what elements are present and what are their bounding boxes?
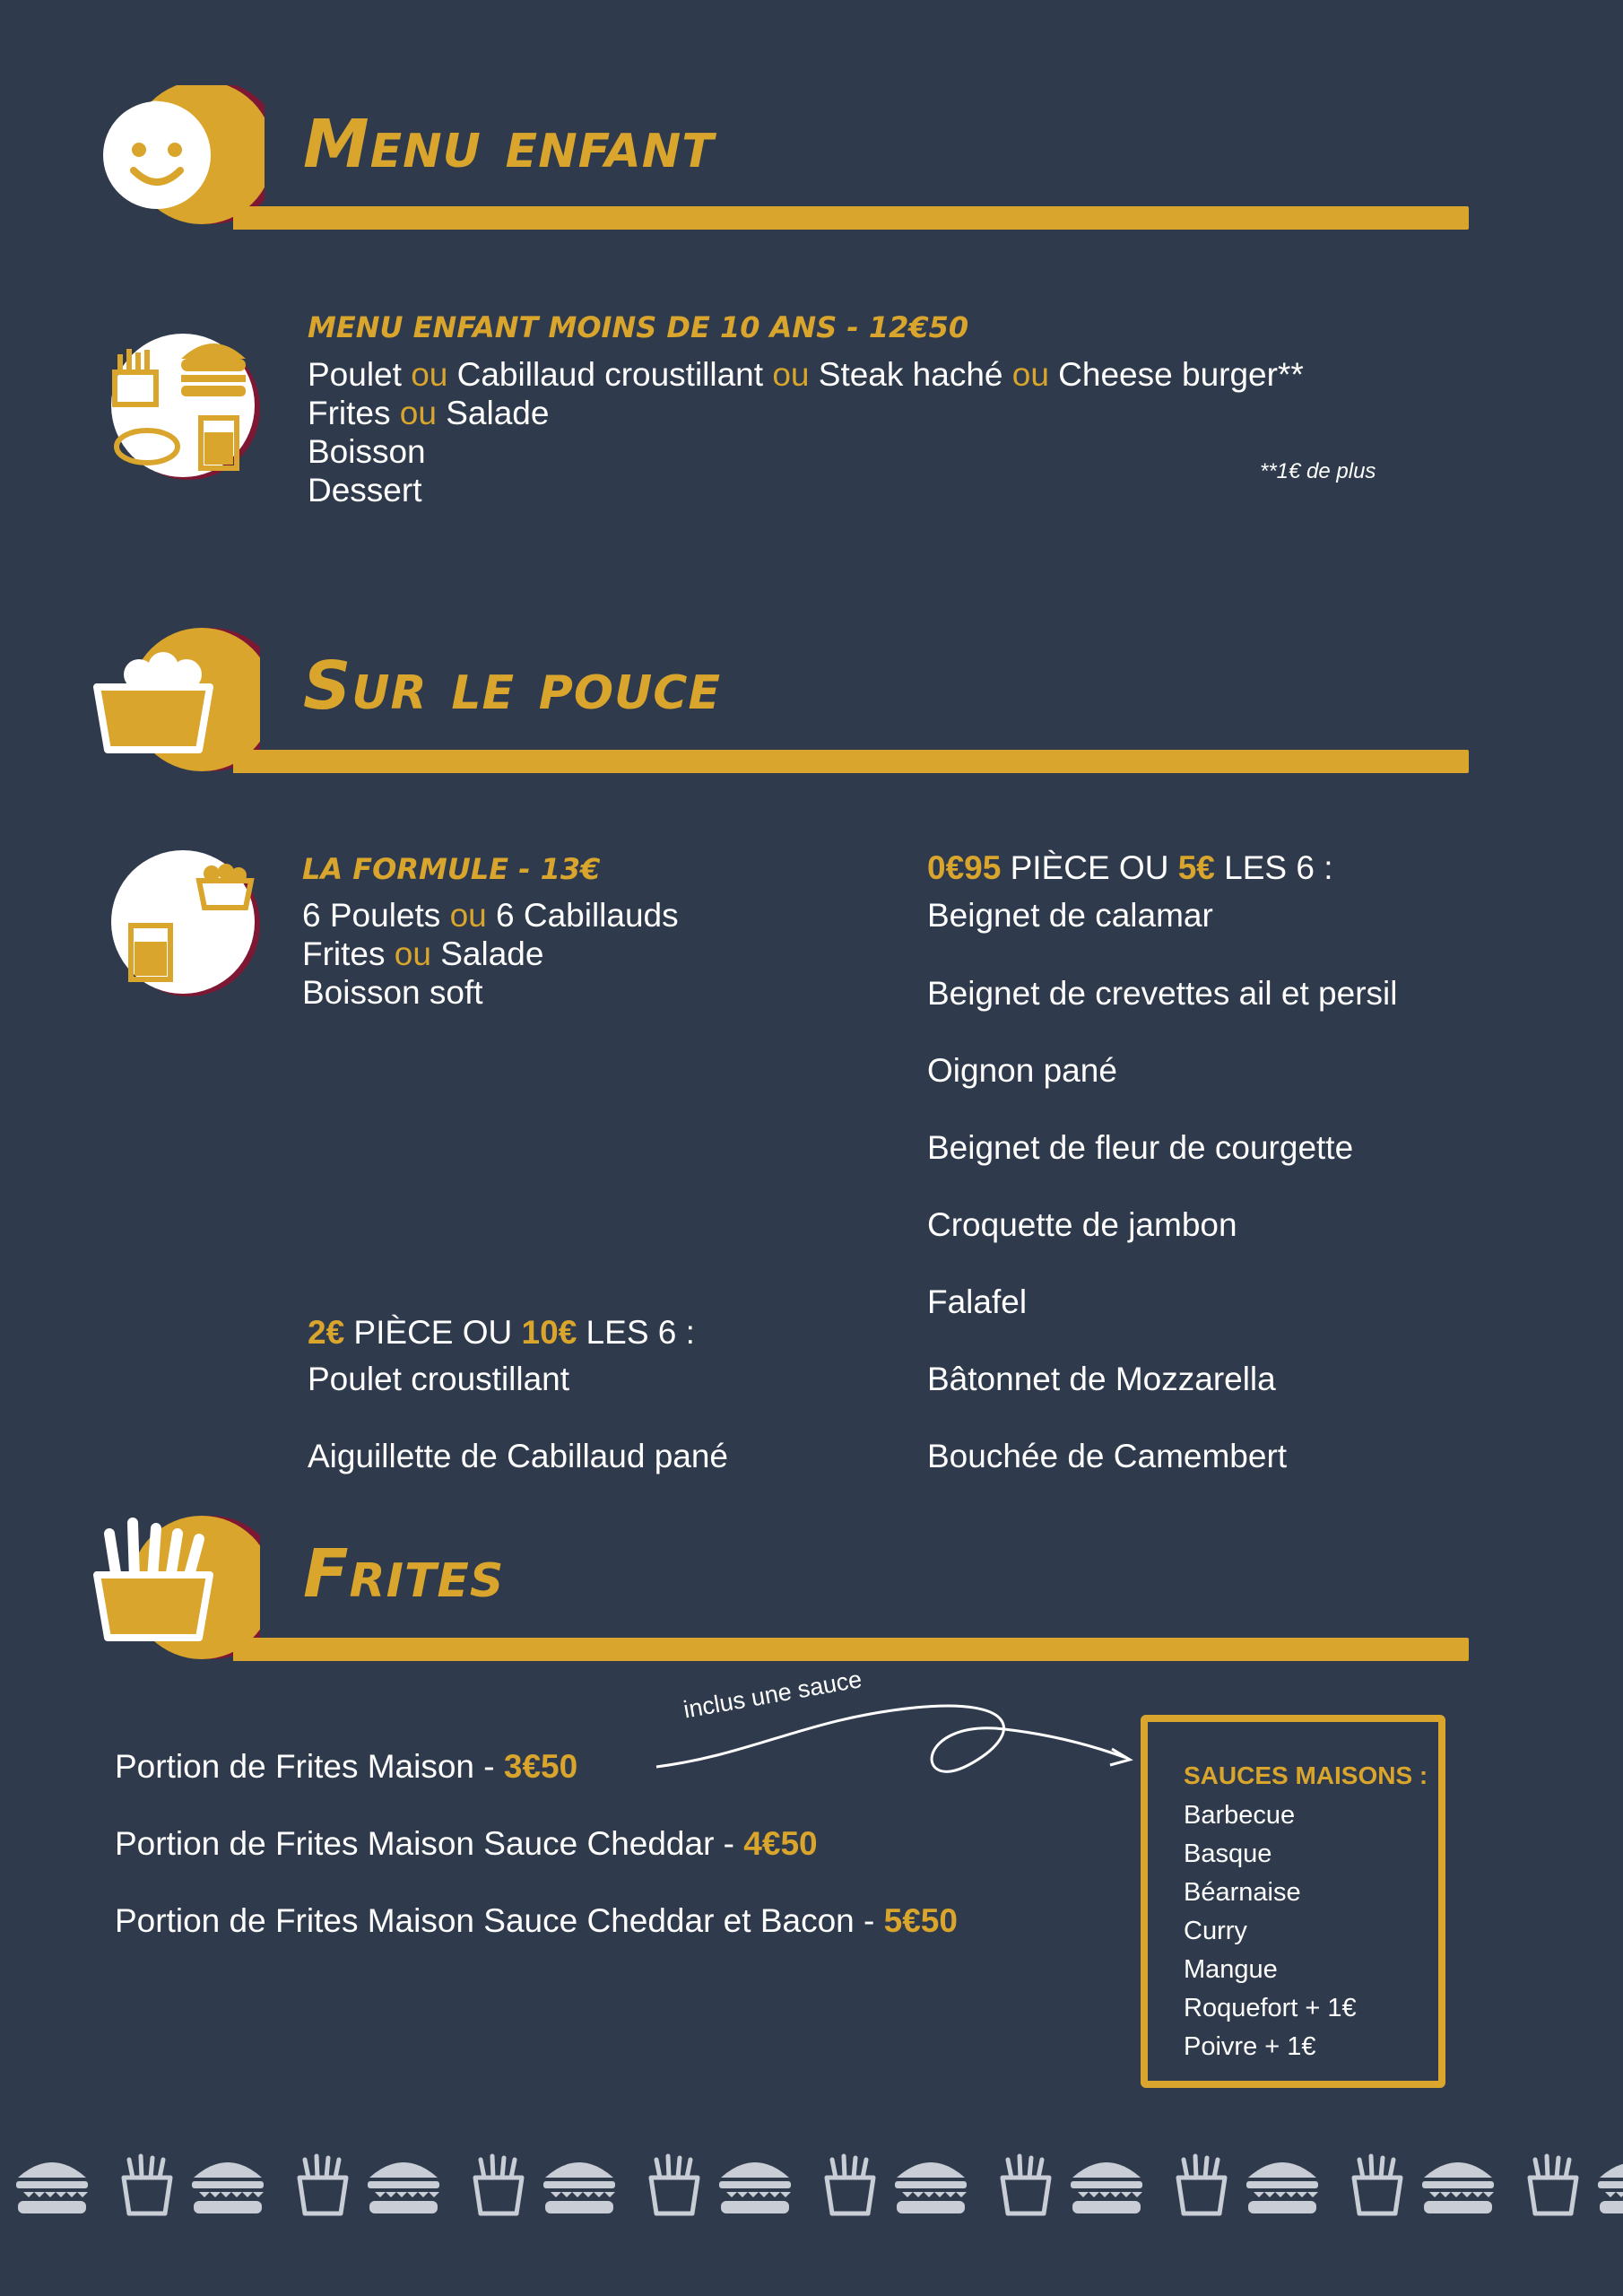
formula-line: Frites ou Salade [302,935,544,972]
section-divider [233,750,1469,773]
surcharge-note: **1€ de plus [1260,459,1376,483]
kids-menu-subtitle: MENU ENFANT MOINS DE 10 ANS - 12€50 [308,310,969,344]
formula-line: Boisson soft [302,974,483,1011]
kids-meal-icon [106,332,267,484]
snack-item: Beignet de fleur de courgette [927,1129,1354,1166]
snack-item: Bouchée de Camembert [927,1438,1288,1474]
footer-pattern [0,2149,1623,2221]
section-title-sur-le-pouce: Sur le pouce [303,648,721,725]
sauce-annotation: inclus une sauce [681,1665,864,1724]
snack-item: Aiguillette de Cabillaud pané [308,1438,729,1474]
sauce-item: Basque [1184,1839,1272,1868]
sauce-item: Mangue [1184,1955,1278,1984]
burger-icon [719,2162,791,2213]
sauces-heading: SAUCES MAISONS : [1184,1761,1428,1789]
sauces-box [1141,1715,1445,2088]
section-divider [233,1638,1469,1661]
kids-menu-line: Boisson [308,433,426,470]
price-header-group1: 0€95 PIÈCE OU 5€ LES 6 : [927,849,1333,886]
fries-icon [475,2156,522,2213]
sauce-item: Curry [1184,1917,1247,1945]
fries-icon [651,2156,698,2213]
fries-icon [827,2156,873,2213]
sauce-item: Barbecue [1184,1801,1296,1830]
burger-icon [1071,2162,1142,2213]
kids-menu-line: Dessert [308,472,422,509]
burger-icon [543,2162,615,2213]
burger-icon [192,2162,264,2213]
section-title-frites: Frites [303,1535,505,1613]
sauce-item: Béarnaise [1184,1878,1301,1907]
fries-icon [124,2156,170,2213]
sauce-item: Roquefort + 1€ [1184,1994,1357,2022]
burger-icon [368,2162,439,2213]
snack-item: Beignet de calamar [927,897,1213,934]
snack-item: Croquette de jambon [927,1206,1237,1243]
price-header-group2: 2€ PIÈCE OU 10€ LES 6 : [308,1314,695,1351]
snack-item: Oignon pané [927,1052,1117,1089]
fries-icon [299,2156,346,2213]
burger-icon [1598,2162,1623,2213]
fries-item: Portion de Frites Maison Sauce Cheddar - 4€50 [115,1825,818,1862]
fries-icon [1530,2156,1576,2213]
fries-icon [1178,2156,1225,2213]
fries-icon [1002,2156,1049,2213]
snack-item: Falafel [927,1283,1028,1320]
fries-item: Portion de Frites Maison Sauce Cheddar et Bacon - 5€50 [115,1902,958,1939]
burger-icon [1422,2162,1494,2213]
section-title-menu-enfant: Menu enfant [303,106,715,183]
kids-menu-line: Frites ou Salade [308,395,550,431]
formula-title: LA FORMULE - 13€ [302,852,601,886]
snack-item: Poulet croustillant [308,1361,570,1397]
burger-icon [16,2162,88,2213]
sauce-item: Poivre + 1€ [1184,2032,1316,2061]
section-divider [233,206,1469,230]
formula-line: 6 Poulets ou 6 Cabillauds [302,897,679,934]
snack-item: Beignet de crevettes ail et persil [927,975,1398,1012]
fries-icon [1354,2156,1401,2213]
snack-item: Bâtonnet de Mozzarella [927,1361,1276,1397]
burger-icon [1246,2162,1318,2213]
burger-icon [895,2162,967,2213]
formula-icon [106,848,267,1001]
fries-item: Portion de Frites Maison - 3€50 [115,1748,578,1785]
kids-menu-line: Poulet ou Cabillaud croustillant ou Steak haché ou Cheese burger** [308,356,1304,393]
